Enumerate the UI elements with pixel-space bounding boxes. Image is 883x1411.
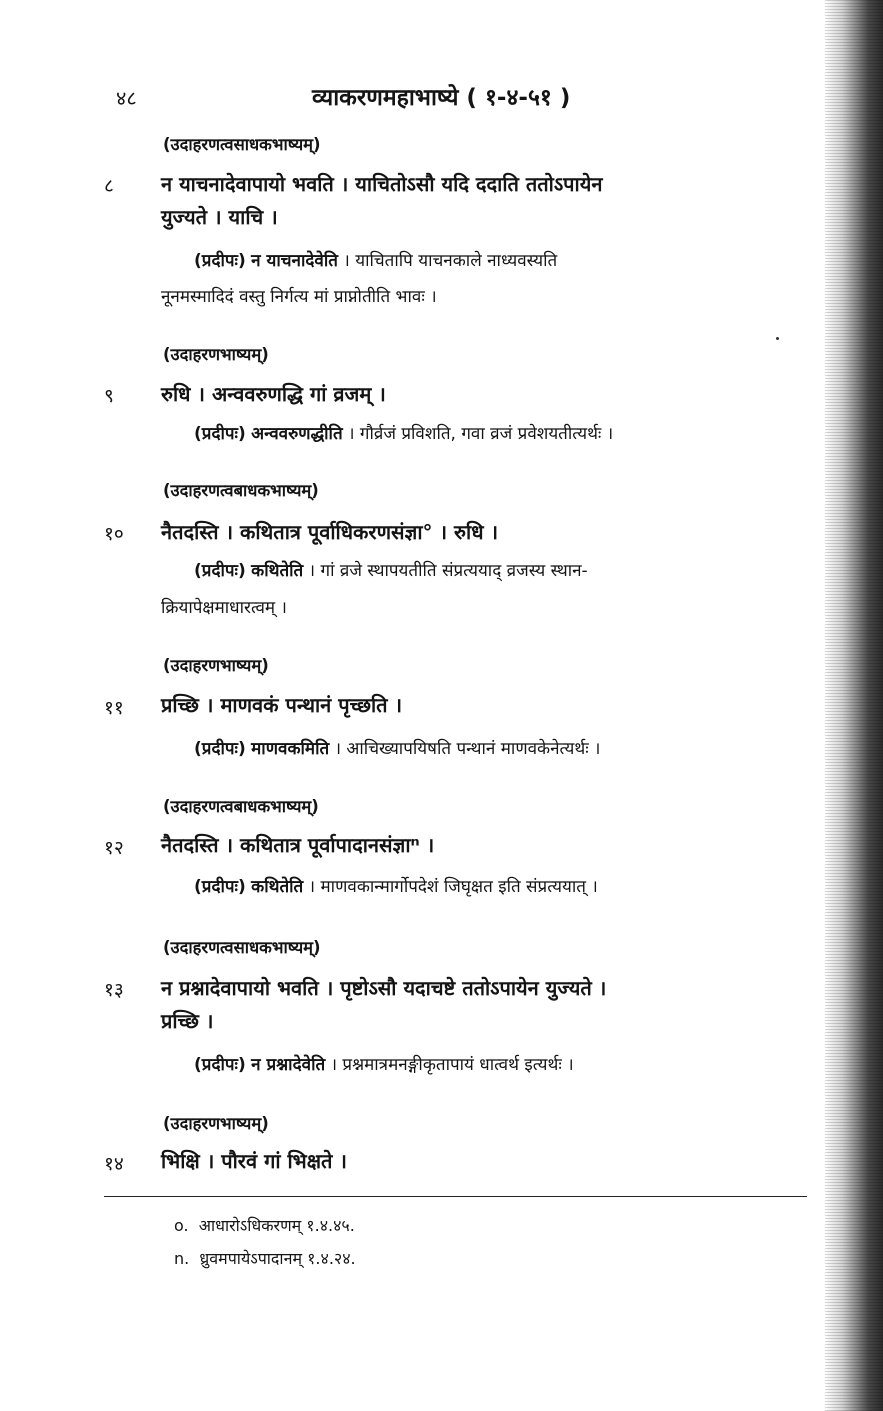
section-heading: (उदाहरणभाष्यम्) [163, 345, 269, 364]
bhashya-line: न प्रश्नादेवापायो भवति । पृष्टोऽसौ यदाचष्टे ततोऽपायेन युज्यते । [161, 976, 607, 1000]
footnote-text: ध्रुवमपायेऽपादानम् १.४.२४. [199, 1249, 356, 1268]
pradipa-lemma: न प्रश्नादेवेति [251, 1055, 326, 1075]
bhashya-line: प्रच्छि । माणवकं पन्थानं पृच्छति । [161, 693, 403, 717]
sutra-number: १० [104, 523, 124, 545]
pradipa-label: (प्रदीपः) [194, 739, 246, 759]
pradipa-label: (प्रदीपः) [194, 251, 246, 271]
pradipa-text: । माणवकान्मार्गोपदेशं जिघृक्षत इति संप्रत्ययात् । [308, 877, 598, 897]
page-edge-shadow [825, 0, 883, 1411]
pradipa-label: (प्रदीपः) [194, 424, 246, 444]
footnote-mark: o. [174, 1216, 189, 1235]
pradipa-label: (प्रदीपः) [194, 877, 246, 897]
bhashya-line: प्रच्छि । [161, 1009, 214, 1033]
pradipa-line [194, 418, 613, 451]
bhashya-line: रुधि । अन्ववरुणद्धि गां व्रजम् । [161, 382, 386, 406]
sutra-number: १४ [104, 1153, 124, 1175]
section-heading: (उदाहरणभाष्यम्) [163, 656, 269, 675]
sutra-number: १३ [104, 979, 124, 1001]
footnote [174, 1214, 355, 1236]
footnote-text: आधारोऽधिकरणम् १.४.४५. [198, 1216, 355, 1235]
footnote [174, 1247, 356, 1269]
pradipa-line: नूनमस्मादिदं वस्तु निर्गत्य मां प्राप्नोतीति भावः । [161, 287, 437, 307]
pradipa-label: (प्रदीपः) [194, 1055, 246, 1075]
bhashya-line: नैतदस्ति । कथितात्र पूर्वाधिकरणसंज्ञा° । रुधि । [161, 520, 499, 544]
pradipa-lemma: माणवकमिति [251, 739, 330, 759]
section-heading: (उदाहरणत्वसाधकभाष्यम्) [163, 135, 321, 154]
sutra-number: ११ [104, 697, 124, 719]
pradipa-line [194, 555, 588, 588]
section-heading: (उदाहरणभाष्यम्) [163, 1114, 269, 1133]
sutra-number: ९ [104, 385, 114, 407]
pradipa-line: क्रियापेक्षमाधारत्वम् । [161, 598, 287, 618]
page-number: ४८ [116, 86, 137, 110]
pradipa-text: । याचितापि याचनकाले नाध्यवस्यति [343, 251, 558, 271]
pradipa-lemma: अन्ववरुणद्धीति [251, 424, 343, 444]
pradipa-text: । गौर्व्रजं प्रविशति, गवा व्रजं प्रवेशयतीत्यर्थः । [348, 424, 614, 444]
sutra-number: ८ [104, 175, 114, 197]
section-heading: (उदाहरणत्वबाधकभाष्यम्) [163, 481, 319, 500]
footnote-mark: n. [174, 1249, 190, 1268]
bhashya-line: न याचनादेवापायो भवति । याचितोऽसौ यदि ददाति ततोऽपायेन [161, 172, 603, 196]
ink-speck [776, 337, 779, 340]
pradipa-line [194, 733, 600, 766]
running-head: व्याकरणमहाभाष्ये ( १-४-५१ ) [312, 85, 571, 111]
pradipa-line [194, 245, 557, 278]
bhashya-line: युज्यते । याचि । [161, 205, 278, 229]
bhashya-line: भिक्षि । पौरवं गां भिक्षते । [161, 1149, 347, 1173]
pradipa-line [194, 1049, 574, 1082]
pradipa-text: । प्रश्नमात्रमनङ्गीकृतापायं धात्वर्थ इत्यर्थः । [330, 1055, 574, 1075]
section-heading: (उदाहरणत्वबाधकभाष्यम्) [163, 797, 319, 816]
footnote-rule [104, 1196, 807, 1197]
sutra-number: १२ [104, 837, 124, 859]
pradipa-lemma: न याचनादेवेति [251, 251, 338, 271]
pradipa-text: । आचिख्यापयिषति पन्थानं माणवकेनेत्यर्थः । [334, 739, 601, 759]
section-heading: (उदाहरणत्वसाधकभाष्यम्) [163, 938, 321, 957]
pradipa-lemma: कथितेति [251, 877, 304, 897]
pradipa-lemma: कथितेति [251, 561, 304, 581]
bhashya-line: नैतदस्ति । कथितात्र पूर्वापादानसंज्ञाⁿ । [161, 833, 435, 857]
pradipa-label: (प्रदीपः) [194, 561, 246, 581]
pradipa-text: । गां व्रजे स्थापयतीति संप्रत्ययाद् व्रजस्य स्थान- [308, 561, 588, 581]
pradipa-line [194, 871, 598, 904]
